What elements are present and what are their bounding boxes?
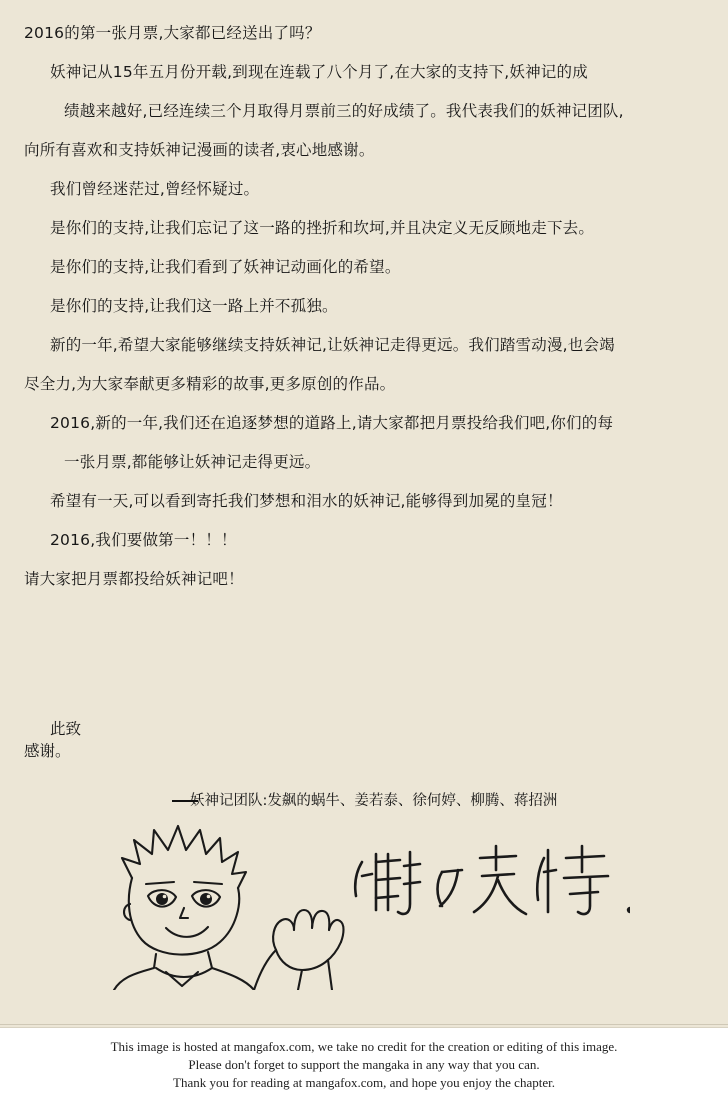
letter-paragraph: 我们曾经迷茫过,曾经怀疑过。 [50,180,260,198]
letter-closing [24,718,704,762]
illustration [70,800,630,990]
letter-paragraph: 是你们的支持,让我们这一路上并不孤独。 [50,297,338,315]
letter-title: 2016的第一张月票,大家都已经送出了吗？ [24,24,321,42]
team-credit: 妖神记团队:发飙的蜗牛、姜若泰、徐何婷、柳腾、蒋招洲 [190,793,558,809]
letter-paragraph: 2016,我们要做第一！！！ [50,531,237,549]
letter-paragraph: 向所有喜欢和支持妖神记漫画的读者,衷心地感谢。 [24,141,375,159]
footer-divider [0,1024,728,1025]
letter-paragraph: 是你们的支持,让我们看到了妖神记动画化的希望。 [50,258,401,276]
letter-paragraph: 一张月票,都能够让妖神记走得更远。 [64,453,321,471]
letter-paragraph: 2016,新的一年,我们还在追逐梦想的道路上,请大家都把月票投给我们吧,你们的每 [50,414,614,432]
character-drawing-svg [70,800,630,990]
footer-line: Please don't forget to support the mangaka in any way that you can. [188,1057,540,1072]
letter-paragraph: 希望有一天,可以看到寄托我们梦想和泪水的妖神记,能够得到加冕的皇冠！ [50,492,563,510]
letter-paragraph: 妖神记从15年五月份开载,到现在连载了八个月了,在大家的支持下,妖神记的成 [50,63,588,81]
footer-notice [0,1027,728,1099]
letter-paragraph: 绩越来越好,已经连续三个月取得月票前三的好成绩了。我代表我们的妖神记团队, [64,102,624,120]
letter-paragraph: 请大家把月票都投给妖神记吧！ [24,570,244,588]
closing-line: 感谢。 [24,742,71,760]
footer-line: Thank you for reading at mangafox.com, and hope you enjoy the chapter. [173,1075,555,1090]
closing-line: 此致 [50,720,82,738]
footer-line: This image is hosted at mangafox.com, we take no credit for the creation or editing of this image. [110,1039,618,1054]
letter-paragraph: 尽全力,为大家奉献更多精彩的故事,更多原创的作品。 [24,375,396,393]
letter-paragraph: 新的一年,希望大家能够继续支持妖神记,让妖神记走得更远。我们踏雪动漫,也会竭 [50,336,615,354]
letter-paragraph: 是你们的支持,让我们忘记了这一路的挫折和坎坷,并且决定义无反顾地走下去。 [50,219,595,237]
